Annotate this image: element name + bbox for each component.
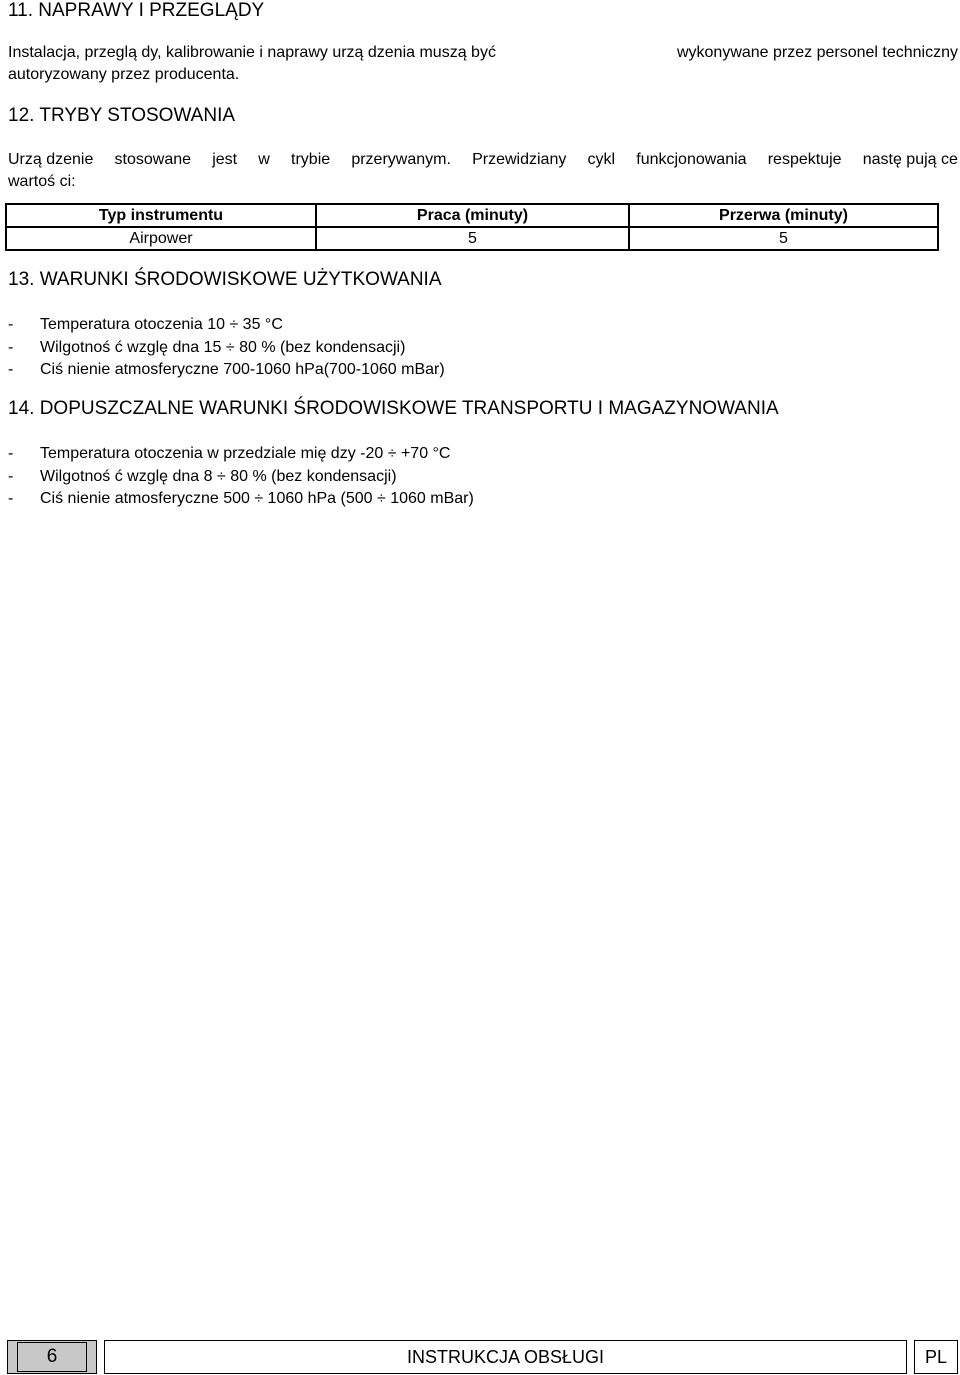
section-11-text-a: Instalacja, przeglą dy, kalibrowanie i naprawy urzą dzenia muszą być [8,44,496,61]
paragraph-word: Przewidziany [472,151,567,168]
section-11-paragraph-line2: autoryzowany przez producenta. [8,66,240,83]
bullet-dash: - [8,338,14,356]
paragraph-word: przerywanym. [351,151,451,168]
table-header-cell: Praca (minuty) [316,204,629,227]
footer-title: INSTRUKCJA OBSŁUGI [104,1340,907,1374]
bullet-dash: - [8,316,14,333]
section-13-heading: 13. WARUNKI ŚRODOWISKOWE UŻYTKOWANIA [8,269,442,290]
list-item-text: Ciś nienie atmosferyczne 500 ÷ 1060 hPa (500 ÷ 1060 mBar) [40,490,474,507]
list-item-text: Temperatura otoczenia 10 ÷ 35 °C [40,316,283,333]
table-row [6,227,938,250]
list-item [8,466,474,489]
section-14-heading: 14. DOPUSZCZALNE WARUNKI ŚRODOWISKOWE TRANSPORTU I MAGAZYNOWANIA [8,398,779,419]
paragraph-word: stosowane [114,151,192,168]
paragraph-word: trybie [291,151,331,168]
paragraph-word: funkcjonowania [636,151,747,168]
list-item [8,337,445,360]
list-item-text: Wilgotnoś ć wzglę dna 15 ÷ 80 % (bez kondensacji) [40,338,406,356]
section-12-heading: 12. TRYBY STOSOWANIA [8,105,236,126]
bullet-dash: - [8,490,14,507]
paragraph-word: cykl [587,151,616,168]
table-header-cell: Typ instrumentu [6,204,316,227]
list-item [8,443,474,466]
list-item-text: Temperatura otoczenia w przedziale mię dzy -20 ÷ +70 °C [40,445,451,462]
paragraph-word: Urzą dzenie [8,151,94,168]
paragraph-word: jest [212,151,238,168]
list-item-text: Wilgotnoś ć wzglę dna 8 ÷ 80 % (bez kondensacji) [40,467,397,485]
paragraph-word: nastę pują ce [862,151,958,168]
list-item-text: Ciś nienie atmosferyczne 700-1060 hPa(700-1060 mBar) [40,361,445,378]
table-cell: 5 [629,227,938,250]
section-11-paragraph-line1 [8,44,958,62]
section-11-heading: 11. NAPRAWY I PRZEGLĄDY [8,0,265,21]
paragraph-word: respektuje [767,151,842,168]
bullet-dash: - [8,467,14,485]
list-item [8,488,474,511]
footer-language: PL [914,1340,958,1374]
section-11-text-b: wykonywane przez personel techniczny [676,44,958,61]
section-13-list [8,314,445,382]
bullet-dash: - [8,361,14,378]
table-header-cell: Przerwa (minuty) [629,204,938,227]
paragraph-word: w [258,151,270,168]
footer-page-number: 6 [17,1342,87,1372]
section-12-paragraph-line2: wartoś ci: [8,173,76,190]
list-item [8,314,445,337]
table-cell: Airpower [6,227,316,250]
section-12-paragraph-line1 [8,151,958,169]
section-14-list [8,443,474,511]
table-cell: 5 [316,227,629,250]
bullet-dash: - [8,445,14,462]
list-item [8,359,445,382]
table-header-row [6,204,938,227]
operating-cycle-table [5,203,939,251]
